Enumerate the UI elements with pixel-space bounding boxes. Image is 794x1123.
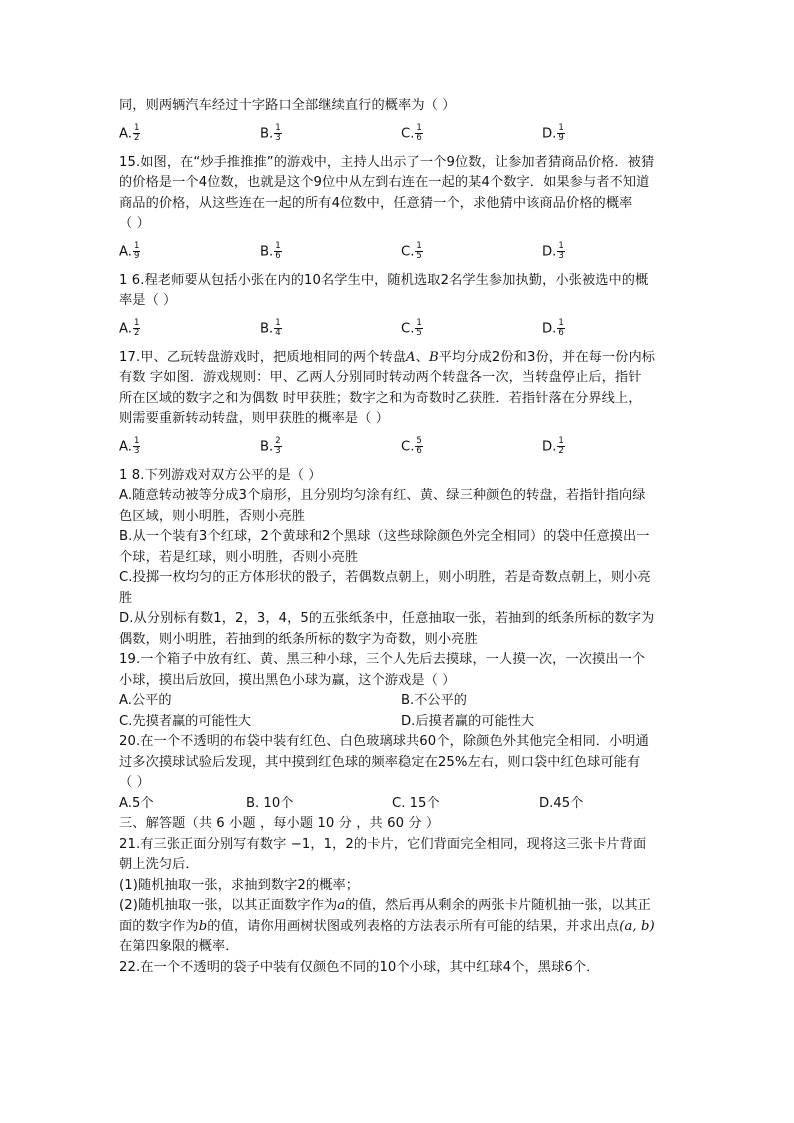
q20-line: 过多次摸球试验后发现，其中摸到红色球的频率稳定在25%左右，则口袋中红色球可能有: [119, 754, 641, 770]
q21-line: (2)随机抽取一张，以其正面数字作为a的值，然后再从剩余的两张卡片随机抽一张，以其正: [119, 898, 651, 913]
document-content: [119, 96, 679, 978]
q18-line: A.随意转动被等分成3个扇形，且分别均匀涂有红、黄、绿三种颜色的转盘，若指针指向绿: [119, 488, 646, 503]
q20-option-b: B. 10个: [246, 795, 294, 811]
q16-option-a: A. $\frac{1}{2}$: [119, 317, 140, 338]
q19-options-row1: [119, 691, 679, 712]
q15-line: 的价格是一个4位数，也就是这个9位中从左到右连在一起的某4个数字．如果参与者不知道: [119, 175, 650, 190]
q22-line: 22.在一个不透明的袋子中装有仅颜色不同的10个小球，其中红球4个，黑球6个．: [119, 959, 600, 975]
q15-option-a: A. $\frac{1}{9}$: [119, 240, 140, 261]
q17-option-c: C. $\frac{5}{6}$: [401, 435, 422, 456]
q14-option-a: A. $\frac{1}{2}$: [119, 122, 140, 143]
q21-line: 在第四象限的概率．: [119, 939, 239, 954]
q20-options: [119, 794, 679, 815]
q19-line: 小球，摸出后放回，摸出黑色小球为赢，这个游戏是（ ）: [119, 672, 456, 688]
q19-option-c: C.先摸者赢的可能性大: [119, 713, 252, 729]
q17-option-a: A. $\frac{1}{3}$: [119, 435, 140, 456]
q16-option-c: C. $\frac{1}{5}$: [401, 317, 422, 338]
q16-options: [119, 316, 679, 342]
q18-line: 胜: [119, 590, 133, 606]
q15-options: [119, 239, 679, 265]
q15-line: （ ）: [119, 216, 150, 231]
q18-line: C.投掷一枚均匀的正方体形状的骰子，若偶数点朝上，则小明胜，若是奇数点朝上，则小亮: [119, 570, 651, 585]
q17-line: 则需要重新转动转盘，则甲获胜的概率是（ ）: [119, 411, 390, 426]
q14-option-b: B. $\frac{1}{3}$: [260, 122, 281, 143]
q19-option-b: B.不公平的: [401, 693, 467, 708]
q21-line: 朝上洗匀后．: [119, 857, 199, 872]
q20-line: 20.在一个不透明的布袋中装有红色、白色玻璃球共60个，除颜色外其他完全相同．小明通: [119, 734, 649, 749]
q18-line: 色区域，则小明胜，否则小亮胜: [119, 508, 306, 524]
q16-option-d: D. $\frac{1}{6}$: [542, 317, 564, 338]
q15-option-b: B. $\frac{1}{6}$: [260, 240, 281, 261]
q17-line: 所在区域的数字之和为偶数 时甲获胜；数字之和为奇数时乙获胜．若指针落在分界线上，: [119, 390, 642, 406]
q14-text: 同，则两辆汽车经过十字路口全部继续直行的概率为（ ）: [119, 98, 456, 113]
q17-line: 有数 字如图．游戏规则：甲、乙两人分别同时转动两个转盘各一次，当转盘停止后，指针: [119, 370, 642, 385]
q15-line: 15.如图，在“炒手推推推”的游戏中，主持人出示了一个9位数，让参加者猜商品价格．被猜: [119, 154, 655, 170]
q18-line: 1 8.下列游戏对双方公平的是（ ）: [119, 467, 322, 483]
q16-line: 1 6.程老师要从包括小张在内的10名学生中，随机选取2名学生参加执勤，小张被选中的概: [119, 272, 649, 288]
q18-line: D.从分别标有数1，2，3，4，5的五张纸条中，任意抽取一张，若抽到的纸条所标的数字为: [119, 611, 655, 626]
q14-option-c: C. $\frac{1}{6}$: [401, 122, 422, 143]
q17-option-d: D. $\frac{1}{2}$: [542, 435, 564, 456]
q14-option-d: D. $\frac{1}{9}$: [542, 122, 564, 143]
section-heading: 三、解答题（共 6 小题 ，每小题 10 分 ，共 60 分 ）: [119, 816, 440, 831]
q19-option-d: D.后摸者赢的可能性大: [401, 713, 535, 729]
q15-line: 商品的价格，从这些连在一起的所有4位数中，任意猜一个，求他猜中该商品价格的概率: [119, 195, 633, 211]
q17-line: 17.甲、乙玩转盘游戏时，把质地相同的两个转盘A、B平均分成2份和3份，并在每一份内标: [119, 349, 656, 365]
q16-line: 率是（ ）: [119, 293, 177, 308]
q18-line: B.从一个装有3个红球，2个黄球和2个黑球（这些球除颜色外完全相同）的袋中任意摸出一: [119, 529, 650, 544]
q16-option-b: B. $\frac{1}{4}$: [260, 317, 281, 338]
q19-options-row2: [119, 712, 679, 733]
q19-line: 19.一个箱子中放有红、黄、黑三种小球，三个人先后去摸球，一人摸一次，一次摸出一个: [119, 652, 646, 667]
q20-line: （ ）: [119, 775, 150, 790]
q21-line: 21.有三张正面分别写有数字 −1，1，2的卡片，它们背面完全相同，现将这三张卡片背面: [119, 836, 647, 852]
q20-option-d: D.45个: [539, 795, 584, 811]
q18-line: 个球，若是红球，则小明胜，否则小亮胜: [119, 549, 359, 565]
q20-option-c: C. 15个: [392, 795, 440, 811]
q20-option-a: A.5个: [119, 795, 154, 811]
q14-options: [119, 121, 679, 147]
q21-line: (1)随机抽取一张，求抽到数字2的概率；: [119, 877, 360, 893]
q17-option-b: B. $\frac{2}{3}$: [260, 435, 281, 456]
q17-options: [119, 434, 679, 460]
q18-line: 偶数，则小明胜，若抽到的纸条所标的数字为奇数，则小亮胜: [119, 631, 478, 647]
q15-option-c: C. $\frac{1}{5}$: [401, 240, 422, 261]
q21-line: 面的数字作为b的值，请你用画树状图或列表格的方法表示所有可能的结果，并求出点(a, b): [119, 918, 655, 934]
q19-option-a: A.公平的: [119, 693, 172, 708]
q15-option-d: D. $\frac{1}{3}$: [542, 240, 564, 261]
